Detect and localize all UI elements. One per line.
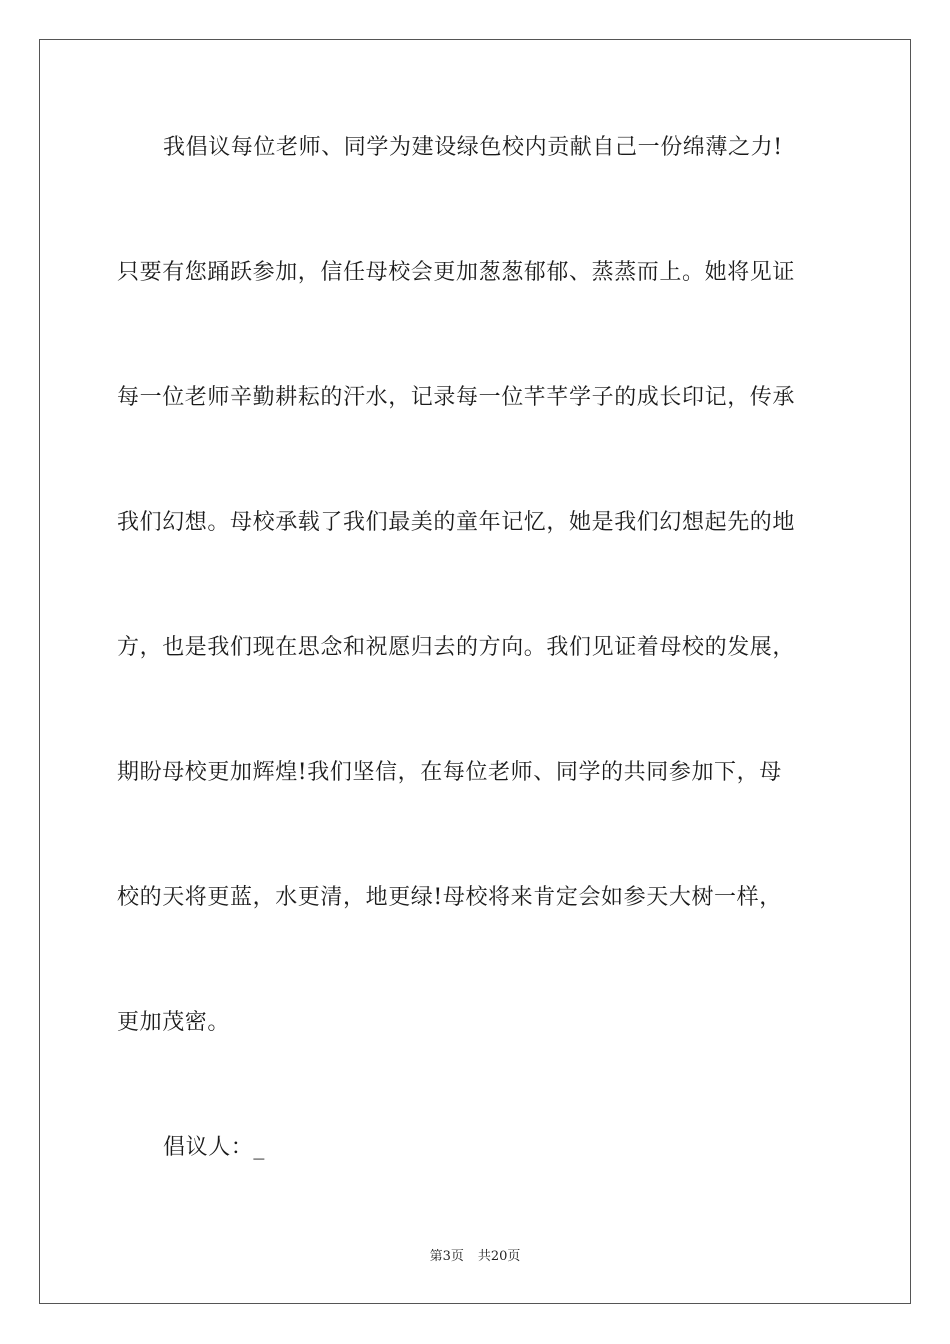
page-footer	[0, 1248, 950, 1266]
page-number-current: 第3页	[429, 1249, 464, 1264]
paragraph-line-7: 校的天将更蓝，水更清，地更绿!母校将来肯定会如参天大树一样，	[117, 885, 782, 910]
paragraph-line-6: 期盼母校更加辉煌!我们坚信，在每位老师、同学的共同参加下，母	[117, 760, 782, 785]
paragraph-line-3: 每一位老师辛勤耕耘的汗水，记录每一位芊芊学子的成长印记，传承	[117, 385, 796, 410]
paragraph-line-4: 我们幻想。母校承载了我们最美的童年记忆，她是我们幻想起先的地	[117, 510, 796, 535]
paragraph-line-5: 方，也是我们现在思念和祝愿归去的方向。我们见证着母校的发展，	[117, 635, 796, 660]
page-border	[39, 39, 911, 1304]
paragraph-line-1: 我倡议每位老师、同学为建设绿色校内贡献自己一份绵薄之力!	[163, 135, 783, 160]
paragraph-line-8: 更加茂密。	[117, 1010, 231, 1035]
page-number-total: 共20页	[477, 1249, 521, 1264]
signature-line: 倡议人：_	[163, 1135, 266, 1160]
paragraph-line-2: 只要有您踊跃参加，信任母校会更加葱葱郁郁、蒸蒸而上。她将见证	[117, 260, 796, 285]
